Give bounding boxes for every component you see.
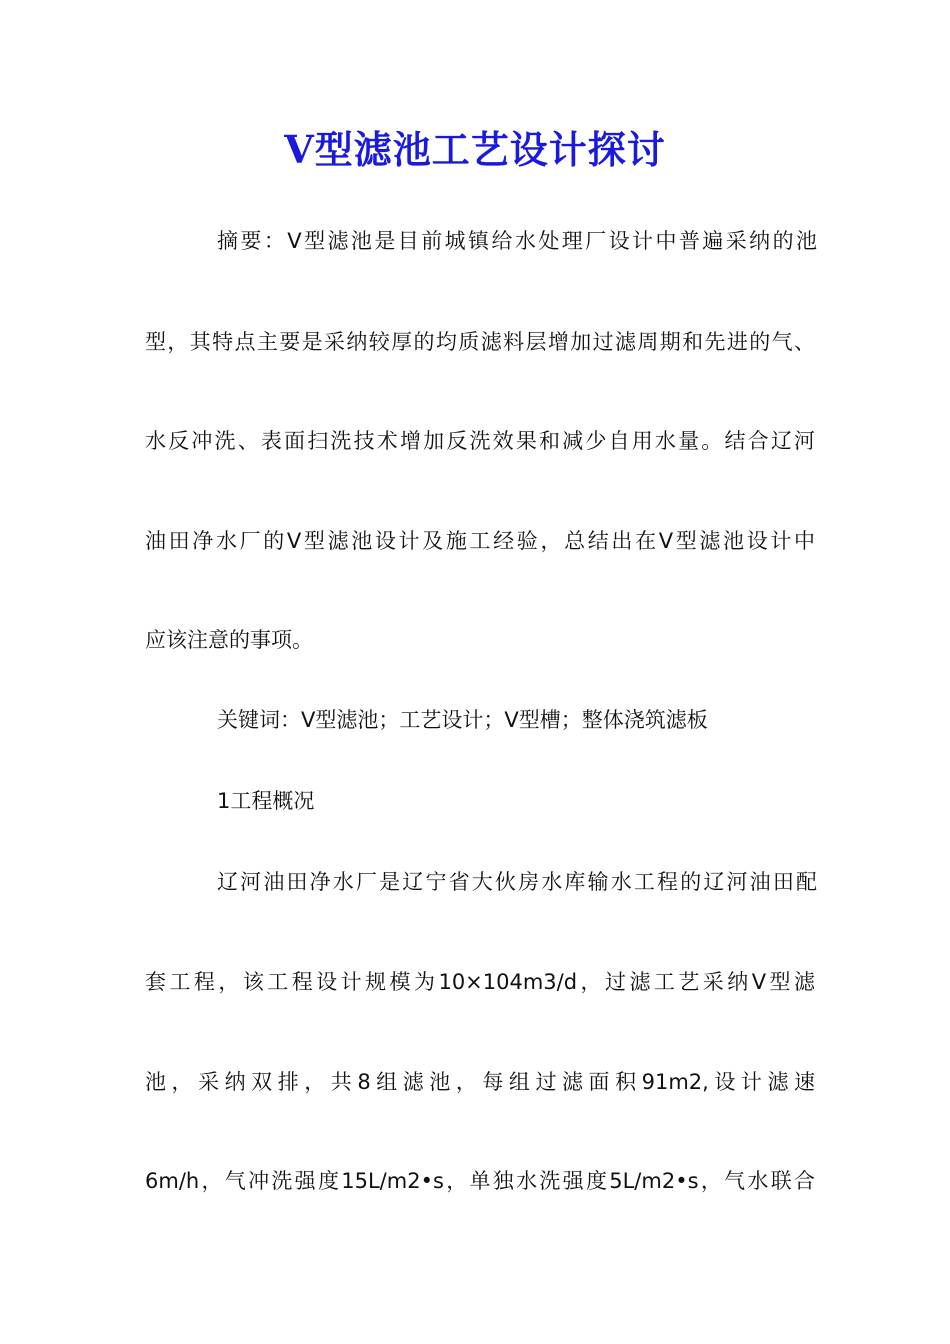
body-line-4: 6m/h，气冲洗强度15L/m2•s，单独水洗强度5L/m2•s，气水联合 — [145, 1169, 815, 1193]
abstract-line-2: 型，其特点主要是采纳较厚的均质滤料层增加过滤周期和先进的气、 — [145, 330, 815, 354]
keywords-line: 关键词：V型滤池；工艺设计；V型槽；整体浇筑滤板 — [217, 708, 708, 732]
body-line-2: 套工程，该工程设计规模为10×104m3/d，过滤工艺采纳V型滤 — [145, 970, 815, 994]
section-heading: 1工程概况 — [217, 789, 315, 813]
body-line-3: 池，采纳双排，共8组滤池，每组过滤面积91m2,设计滤速 — [145, 1070, 815, 1094]
abstract-line-1: 摘要：V型滤池是目前城镇给水处理厂设计中普遍采纳的池 — [217, 229, 817, 253]
abstract-line-5: 应该注意的事项。 — [145, 628, 313, 652]
abstract-line-3: 水反冲洗、表面扫洗技术增加反洗效果和减少自用水量。结合辽河 — [145, 429, 815, 453]
abstract-line-4: 油田净水厂的V型滤池设计及施工经验，总结出在V型滤池设计中 — [145, 529, 815, 553]
document-title: V型滤池工艺设计探讨 — [284, 127, 666, 172]
body-line-1: 辽河油田净水厂是辽宁省大伙房水库输水工程的辽河油田配 — [217, 870, 817, 894]
